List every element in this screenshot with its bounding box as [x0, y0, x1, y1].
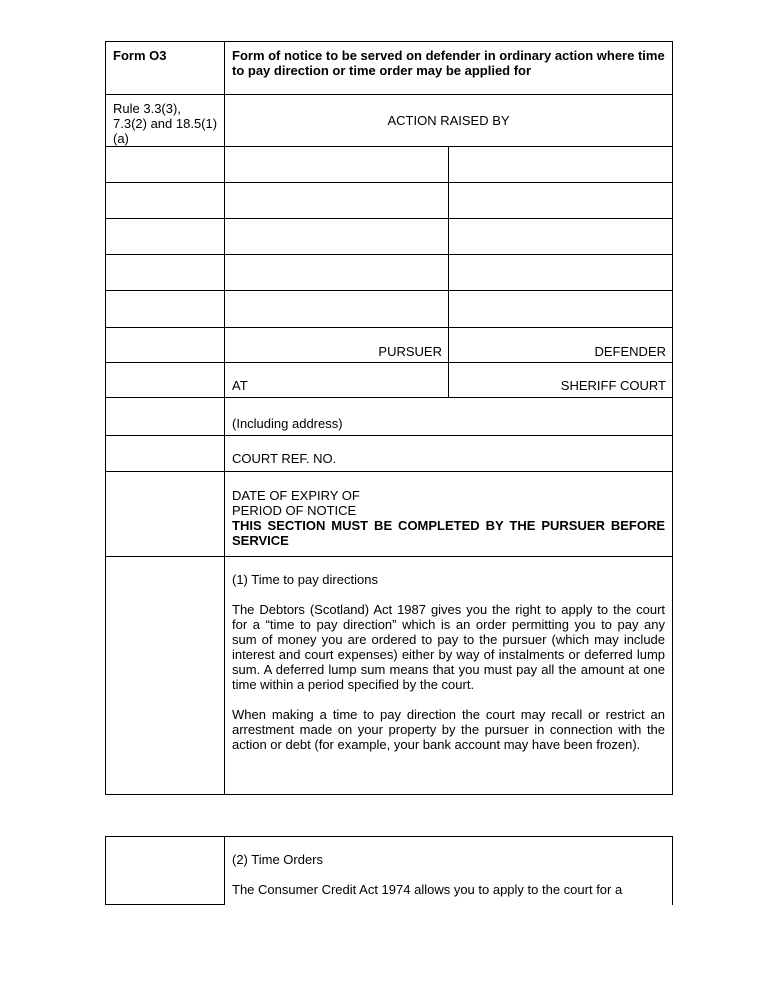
section-2-cell — [225, 837, 673, 905]
pursuer-label: PURSUER — [225, 328, 449, 363]
form-title: Form of notice to be served on defender in ordinary action where time to pay direction or time order may be applied for — [225, 42, 673, 95]
section-1-cell — [225, 557, 673, 795]
section-2-para-1: The Consumer Credit Act 1974 allows you to apply to the court for a — [232, 882, 623, 897]
pursuer-line-4[interactable] — [225, 255, 449, 291]
margin-cell — [106, 147, 225, 183]
margin-cell — [106, 255, 225, 291]
defender-label: DEFENDER — [449, 328, 673, 363]
defender-line-5[interactable] — [449, 291, 673, 328]
margin-cell — [106, 837, 225, 905]
pursuer-line-2[interactable] — [225, 183, 449, 219]
rule-reference: Rule 3.3(3), 7.3(2) and 18.5(1)(a) — [106, 95, 225, 147]
pursuer-line-3[interactable] — [225, 219, 449, 255]
court-ref-no: COURT REF. NO. — [225, 436, 673, 472]
margin-cell — [106, 219, 225, 255]
margin-cell — [106, 557, 225, 795]
margin-cell — [106, 328, 225, 363]
section-2-heading: (2) Time Orders — [232, 852, 324, 867]
defender-line-3[interactable] — [449, 219, 673, 255]
at-label: AT — [225, 363, 449, 398]
defender-line-1[interactable] — [449, 147, 673, 183]
including-address: (Including address) — [225, 398, 673, 436]
section-1-para-2: When making a time to pay direction the court may recall or restrict an arrestment made on your property by the pursuer in connection with the action or debt (for example, your bank account may have been frozen). — [232, 707, 666, 752]
defender-line-4[interactable] — [449, 255, 673, 291]
margin-cell — [106, 291, 225, 328]
defender-line-2[interactable] — [449, 183, 673, 219]
form-number: Form O3 — [106, 42, 225, 95]
pursuer-line-1[interactable] — [225, 147, 449, 183]
date-of-expiry-label-2: PERIOD OF NOTICE — [232, 503, 357, 518]
margin-cell — [106, 472, 225, 557]
section-1-para-1: The Debtors (Scotland) Act 1987 gives you the right to apply to the court for a “time to pay direction” which is an order permitting you to pay any sum of money you are ordered to pay to the pursuer (which may include interest and court expenses) either by way of instalments or deferred lump sum. A deferred lump sum means that you must pay all the amount at one time within a period specified by the court. — [232, 602, 666, 692]
form-table-continued — [105, 836, 673, 905]
form-table — [105, 41, 673, 795]
pursuer-completion-note: THIS SECTION MUST BE COMPLETED BY THE PURSUER BEFORE SERVICE — [232, 518, 666, 548]
pursuer-line-5[interactable] — [225, 291, 449, 328]
margin-cell — [106, 363, 225, 398]
date-of-expiry-label-1: DATE OF EXPIRY OF — [232, 488, 360, 503]
date-of-expiry-cell — [225, 472, 673, 557]
section-1-heading: (1) Time to pay directions — [232, 572, 378, 587]
sheriff-court-label: SHERIFF COURT — [449, 363, 673, 398]
action-raised-by: ACTION RAISED BY — [225, 95, 673, 147]
margin-cell — [106, 436, 225, 472]
margin-cell — [106, 398, 225, 436]
margin-cell — [106, 183, 225, 219]
